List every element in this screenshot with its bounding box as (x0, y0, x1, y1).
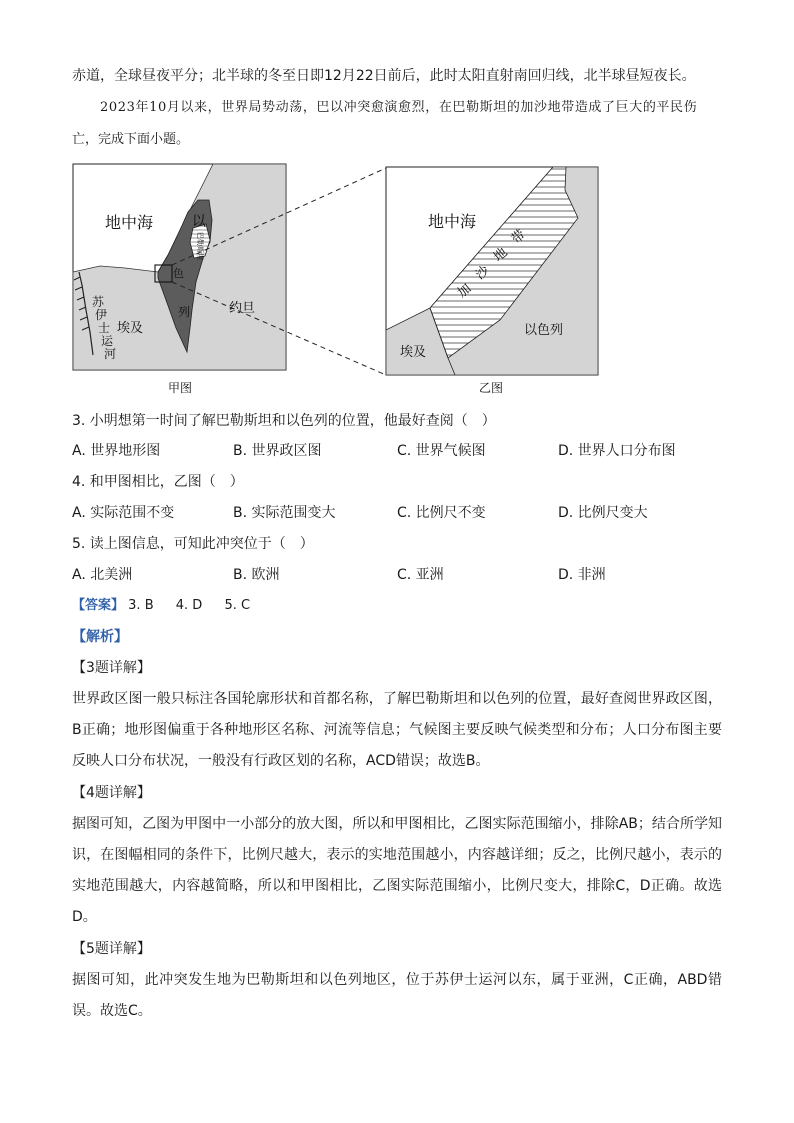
map-yi (386, 167, 598, 375)
intro-line: 赤道，全球昼夜平分；北半球的冬至日即12月22日前后，此时太阳直射南回归线，北半球昼短夜长。 (72, 68, 696, 84)
jia-label-sea: 地中海 (105, 213, 154, 232)
q5-option-d[interactable]: D. 非洲 (558, 567, 606, 583)
detail-4-text: 据图可知，乙图为甲图中一小部分的放大图，所以和甲图相比，乙图实际范围缩小，排除AB；结合所学知识，在图幅相同的条件下，比例尺越大，表示的实地范围越小，内容越详细；反之，比例尺越小，表示的实地范围越大，内容越简略，所以和甲图相比，乙图实际范围缩小，比例尺变大，排除C，D正确。故选D。 (72, 816, 722, 925)
jia-label-egypt: 埃及 (117, 321, 144, 336)
passage-line-2: 亡，完成下面小题。 (72, 132, 190, 147)
suez-char-5: 河 (104, 347, 117, 361)
answer-value-4: 4. D (175, 598, 203, 613)
yi-label-egypt: 埃及 (400, 345, 427, 360)
detail-5-text: 据图可知，此冲突发生地为巴勒斯坦和以色列地区，位于苏伊士运河以东，属于亚洲，C正确，ABD错误。故选C。 (72, 972, 722, 1019)
question-5-stem: 5. 读上图信息，可知此冲突位于（ ） (72, 536, 314, 552)
q4-option-a[interactable]: A. 实际范围不变 (72, 505, 175, 521)
q3-option-a[interactable]: A. 世界地形图 (72, 443, 161, 459)
gaza-char-2: 沙 (472, 263, 493, 284)
q5-option-c[interactable]: C. 亚洲 (397, 567, 444, 583)
detail-3-text: 世界政区图一般只标注各国轮廓形状和首都名称，了解巴勒斯坦和以色列的位置，最好查阅世界政区图，B正确；地形图偏重于各种地形区名称、河流等信息；气候图主要反映气候类型和分布；人口分布图主要反映人口分布状况，一般没有行政区划的名称，ACD错误；故选B。 (72, 691, 722, 769)
map-figure (0, 160, 794, 400)
answer-values (128, 598, 268, 613)
suez-char-3: 士 (98, 321, 111, 335)
q3-option-b[interactable]: B. 世界政区图 (233, 443, 322, 459)
q3-option-c[interactable]: C. 世界气候图 (397, 443, 486, 459)
answer-line (72, 596, 268, 616)
jia-label-israel-2: 色 (173, 267, 184, 280)
yi-label-israel: 以色列 (524, 323, 564, 338)
answer-value-5: 5. C (224, 598, 251, 613)
analysis-label: 【解析】 (72, 629, 128, 645)
gaza-char-3: 地 (490, 245, 511, 266)
jia-label-israel-1: 以 (192, 214, 206, 230)
suez-char-2: 伊 (95, 308, 108, 322)
question-4-stem: 4. 和甲图相比，乙图（ ） (72, 474, 244, 490)
detail-4-title: 【4题详解】 (72, 785, 151, 801)
yi-label-sea: 地中海 (428, 212, 477, 231)
q4-option-d[interactable]: D. 比例尺变大 (558, 505, 648, 521)
suez-char-1: 苏 (92, 295, 105, 309)
yi-caption: 乙图 (479, 381, 504, 395)
q5-option-b[interactable]: B. 欧洲 (233, 567, 280, 583)
jia-label-israel-3: 列 (178, 305, 191, 319)
q3-option-d[interactable]: D. 世界人口分布图 (558, 443, 676, 459)
passage-line-1: 2023年10月以来，世界局势动荡，巴以冲突愈演愈烈，在巴勒斯坦的加沙地带造成了巨大的平民伤 (100, 100, 698, 115)
answer-value-3: 3. B (128, 598, 154, 613)
q4-option-b[interactable]: B. 实际范围变大 (233, 505, 336, 521)
gaza-char-4: 带 (508, 227, 529, 248)
jia-caption: 甲图 (168, 381, 193, 395)
jia-label-palestine: 巴勒斯坦 (196, 232, 204, 260)
q5-option-a[interactable]: A. 北美洲 (72, 567, 133, 583)
answer-label: 【答案】 (72, 598, 125, 613)
map-jia (73, 164, 286, 370)
suez-char-4: 运 (101, 334, 114, 348)
detail-5-title: 【5题详解】 (72, 941, 151, 957)
detail-3-title: 【3题详解】 (72, 660, 151, 676)
question-3-stem: 3. 小明想第一时间了解巴勒斯坦和以色列的位置，他最好查阅（ ） (72, 413, 496, 429)
q4-option-c[interactable]: C. 比例尺不变 (397, 505, 486, 521)
jia-label-jordan: 约旦 (229, 301, 256, 316)
gaza-char-1: 加 (454, 281, 475, 302)
